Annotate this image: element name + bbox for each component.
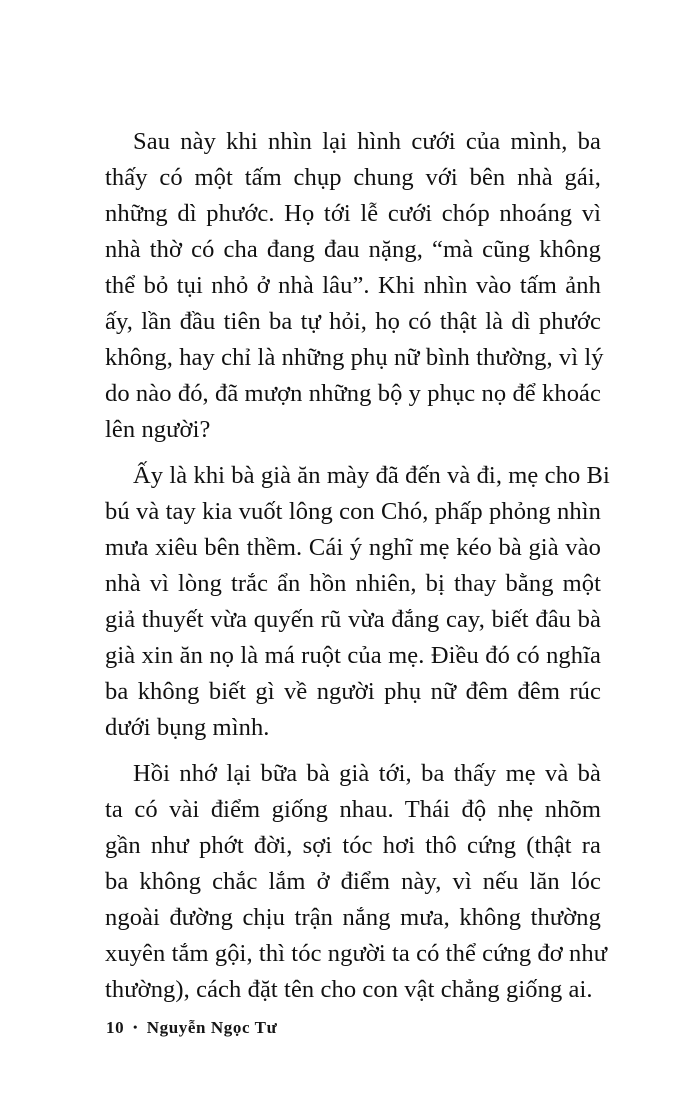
text-line: gần như phớt đời, sợi tóc hơi thô cứng (thật ra — [105, 832, 601, 859]
text-line: Hồi nhớ lại bữa bà già tới, ba thấy mẹ và bà — [133, 760, 601, 787]
paragraph-3 — [105, 756, 608, 1008]
text-line: giả thuyết vừa quyến rũ vừa đắng cay, biết đâu bà — [105, 606, 601, 633]
text-line: ta có vài điểm giống nhau. Thái độ nhẹ nhõm — [105, 796, 601, 823]
paragraph-2 — [105, 458, 610, 746]
text-line: ba không biết gì về người phụ nữ đêm đêm rúc — [105, 678, 601, 705]
text-line: do nào đó, đã mượn những bộ y phục nọ để khoác — [105, 380, 601, 407]
author-name: Nguyễn Ngọc Tư — [146, 1018, 278, 1037]
text-line: lên người? — [105, 416, 211, 443]
text-line: Sau này khi nhìn lại hình cưới của mình, ba — [133, 128, 601, 155]
page-number: 10 — [106, 1018, 125, 1037]
text-line: xuyên tắm gội, thì tóc người ta có thể cứng đơ như — [105, 940, 608, 967]
text-line: dưới bụng mình. — [105, 714, 270, 741]
text-line: những dì phước. Họ tới lễ cưới chóp nhoáng vì — [105, 200, 601, 227]
bullet-separator-icon: • — [133, 1020, 138, 1034]
text-line: nhà vì lòng trắc ẩn hồn nhiên, bị thay bằng một — [105, 570, 601, 597]
text-line: thường), cách đặt tên cho con vật chẳng giống ai. — [105, 976, 593, 1003]
text-line: mưa xiêu bên thềm. Cái ý nghĩ mẹ kéo bà già vào — [105, 534, 601, 561]
text-line: không, hay chỉ là những phụ nữ bình thường, vì lý — [105, 344, 604, 371]
book-page-body — [105, 124, 610, 1018]
text-line: thể bỏ tụi nhỏ ở nhà lâu”. Khi nhìn vào tấm ảnh — [105, 272, 601, 299]
text-line: ấy, lần đầu tiên ba tự hỏi, họ có thật là dì phước — [105, 308, 601, 335]
text-line: bú và tay kia vuốt lông con Chó, phấp phỏng nhìn — [105, 498, 601, 525]
text-line: ngoài đường chịu trận nắng mưa, không thường — [105, 904, 601, 931]
text-line: già xin ăn nọ là má ruột của mẹ. Điều đó có nghĩa — [105, 642, 601, 669]
text-line: nhà thờ có cha đang đau nặng, “mà cũng không — [105, 236, 601, 263]
paragraph-1 — [105, 124, 604, 448]
text-line: ba không chắc lắm ở điểm này, vì nếu lăn lóc — [105, 868, 601, 895]
page-footer — [106, 1018, 277, 1038]
text-line: thấy có một tấm chụp chung với bên nhà gái, — [105, 164, 601, 191]
text-line: Ấy là khi bà già ăn mày đã đến và đi, mẹ cho Bi — [133, 462, 610, 489]
